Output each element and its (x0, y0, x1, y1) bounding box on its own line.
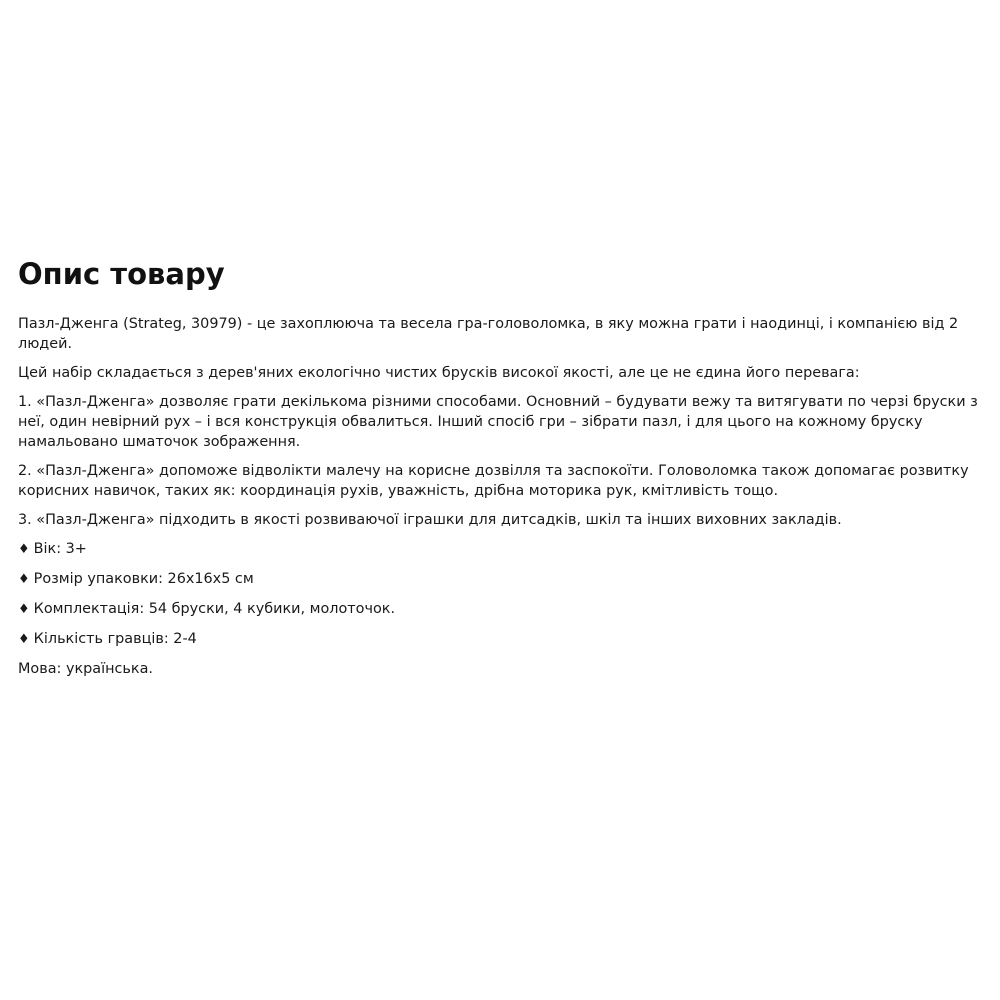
spec-contents (18, 599, 984, 620)
spec-package-size (18, 569, 984, 590)
spec-age-text: Вік: 3+ (33, 541, 87, 557)
language-line: Мова: українська. (18, 661, 153, 677)
spec-players-text: Кількість гравців: 2-4 (33, 631, 197, 647)
spec-package-size-text: Розмір упаковки: 26x16x5 см (33, 571, 254, 587)
spec-age (18, 539, 984, 560)
diamond-bullet-icon: ♦ (18, 602, 30, 617)
feature-item-3: 3. «Пазл-Дженга» підходить в якості розвиваючої іграшки для дитсадків, шкіл та інших виховних закладів. (18, 512, 842, 528)
spec-players (18, 629, 984, 650)
diamond-bullet-icon: ♦ (18, 572, 30, 587)
spec-list (18, 539, 984, 650)
diamond-bullet-icon: ♦ (18, 632, 30, 647)
section-title: Опис товару (18, 257, 225, 291)
intro-paragraph: Пазл-Дженга (Strateg, 30979) - це захоплююча та весела гра-головоломка, в яку можна грати і наодинці, і компанією від 2 людей. (18, 316, 959, 352)
feature-list (18, 392, 984, 530)
feature-item-2: 2. «Пазл-Дженга» допоможе відволікти малечу на корисне дозвілля та заспокоїти. Головоломка також допомагає розвитку корисних навичок, таких як: координація рухів, уважність, дрібна моторика рук, кмітливість тощо. (18, 463, 969, 499)
product-description (18, 254, 984, 688)
feature-item-1: 1. «Пазл-Дженга» дозволяє грати декількома різними способами. Основний – будувати вежу та витягувати по черзі бруски з неї, один невірний рух – і вся конструкція обвалиться. Інший спосіб гри – зібрати пазл, і для цього на кожному бруску намальовано шматочок зображення. (18, 394, 978, 450)
set-paragraph: Цей набір складається з дерев'яних екологічно чистих брусків високої якості, але це не єдина його перевага: (18, 365, 860, 381)
diamond-bullet-icon: ♦ (18, 542, 30, 557)
spec-contents-text: Комплектація: 54 бруски, 4 кубики, молоточок. (33, 601, 396, 617)
